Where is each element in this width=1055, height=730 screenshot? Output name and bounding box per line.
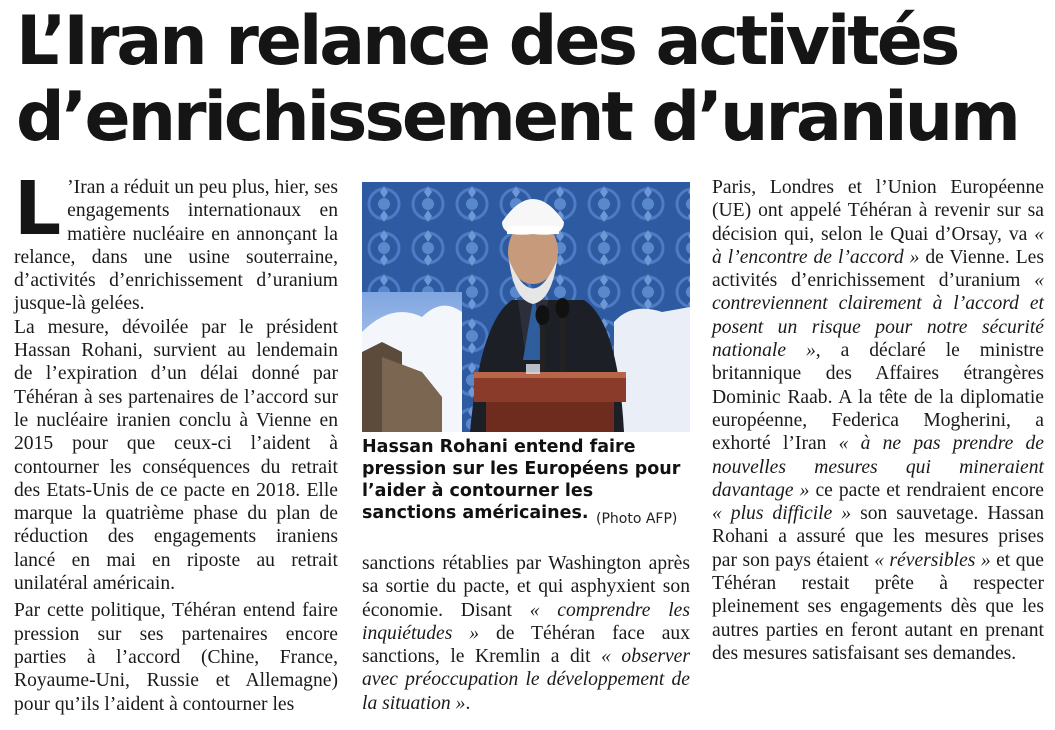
column-3-paragraph xyxy=(712,176,1044,665)
column-2-text-3: . xyxy=(465,692,471,714)
kremlin-quote-2: « observer avec préoccupation le développement de la situation » xyxy=(362,646,690,714)
kremlin-quote-1: « comprendre les inquiétudes » xyxy=(362,599,690,644)
rohani-press-photo xyxy=(362,182,690,432)
column-3-text-1: Paris, Londres et l’Union Européenne (UE) ont appelé Téhéran à revenir sur sa décision qui, selon le Quai d’Orsay, va xyxy=(712,177,1044,245)
article-column-3 xyxy=(712,176,1044,665)
raab-quote: « contreviennent clairement à l’accord et posent un risque pour notre sécurité nationale » xyxy=(712,270,1044,362)
plus-difficile-quote: « plus difficile » xyxy=(712,503,852,525)
column-2-text-2: de Téhéran face aux sanctions, le Kremlin a dit xyxy=(362,622,690,668)
lead-paragraph xyxy=(14,166,338,316)
column-3-text-5: son sauvetage. Hassan Rohani a assuré que les mesures prises par son pays étaient xyxy=(712,503,1044,571)
headline-line-1: L’Iran relance des activités xyxy=(16,2,958,81)
headline-line-2: d’enrichissement d’uranium xyxy=(16,78,1018,157)
photo-credit: (Photo AFP) xyxy=(596,511,678,527)
drop-cap: L xyxy=(14,166,62,252)
column-3-text-4: ce pacte et rendraient encore xyxy=(809,479,1044,501)
photo-caption: Hassan Rohani entend faire pression sur les Européens pour l’aider à contourner les sanctions américaines. xyxy=(362,437,681,523)
reversibles-quote: « réversibles » xyxy=(874,549,991,571)
body-paragraph-3: Par cette politique, Téhéran entend faire pression sur ses partenaires encore parties à l’accord (Chine, France, Royaume-Uni, Russie et Allemagne) pour qu’ils l’aident à contourner les xyxy=(14,600,338,715)
article-column-1 xyxy=(14,166,338,716)
column-3-text-3: , a déclaré le ministre britannique des Affaires étrangères Dominic Raab. A la tête de la diplomatie européenne, Federica Mogherini, a exhorté l’Iran xyxy=(712,340,1044,455)
column-2-text-1: sanctions rétablies par Washington après sa sortie du pacte, et qui asphyxient son économie. Disant xyxy=(362,553,690,621)
column-3-text-6: et que Téhéran restait prête à respecter pleinement ses engagements dès que les autres parties en feront autant en prenant des mesures satisfaisant ses demandes. xyxy=(712,549,1044,664)
photo-illustration xyxy=(362,182,690,432)
quai-dorsay-quote: « à l’encontre de l’accord » xyxy=(712,223,1044,268)
column-3-text-2: de Vienne. Les activités d’enrichissement d’uranium xyxy=(712,246,1044,292)
article-headline xyxy=(16,4,1046,156)
article-column-2 xyxy=(362,552,690,715)
mogherini-quote: « à ne pas prendre de nouvelles mesures qui mineraient davantage » xyxy=(712,433,1045,501)
column-2-paragraph xyxy=(362,552,690,715)
lead-paragraph-text: ’Iran a réduit un peu plus, hier, ses engagements internationaux en matière nucléaire en annonçant la relance, dans une usine souterraine, d’activités d’enrichissement d’uranium jusque-là gelées. xyxy=(14,177,338,315)
body-paragraph-2: La mesure, dévoilée par le président Hassan Rohani, survient au lendemain de l’expiration d’un délai donné par Téhéran à ses partenaires de l’accord sur le nucléaire iranien conclu à Vienne en 2015 pour que ceux-ci l’aident à contourner les conséquences du retrait des Etats-Unis de ce pacte en 2018. Elle marque la quatrième phase du plan de réduction des engagements iraniens lancé en mai en riposte au retrait unilatéral américain. xyxy=(14,316,338,595)
